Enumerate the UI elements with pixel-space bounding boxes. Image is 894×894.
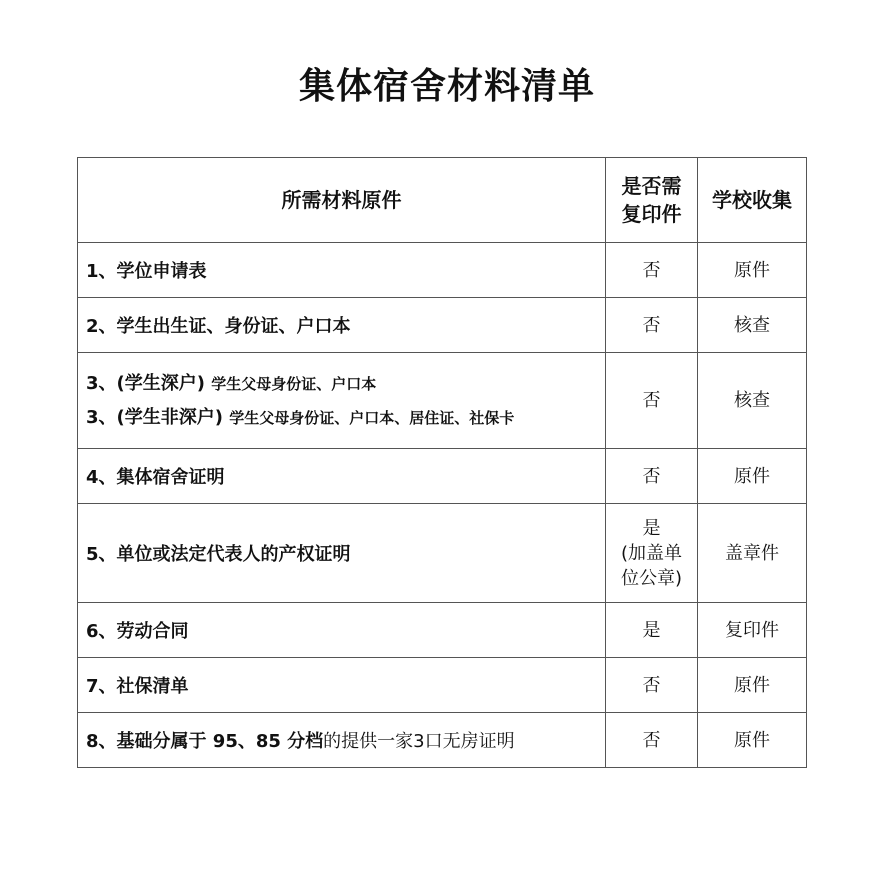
table-row <box>78 353 807 449</box>
material-item: 6、劳动合同 <box>78 603 606 658</box>
school-collect-value: 核查 <box>698 353 807 449</box>
material-subitem-title: 3、(学生非深户) <box>86 406 223 428</box>
copy-required-value: 否 <box>606 298 698 353</box>
material-item <box>78 353 606 449</box>
material-subitem <box>86 406 605 430</box>
material-item: 2、学生出生证、身份证、户口本 <box>78 298 606 353</box>
school-collect-value: 盖章件 <box>698 504 807 603</box>
table-row <box>78 449 807 504</box>
page-title: 集体宿舍材料清单 <box>298 66 595 107</box>
school-collect-value: 复印件 <box>698 603 807 658</box>
copy-required-value: 否 <box>606 243 698 298</box>
school-collect-value: 原件 <box>698 449 807 504</box>
header-copy-required <box>606 158 698 243</box>
school-collect-value: 原件 <box>698 713 807 768</box>
table-row <box>78 713 807 768</box>
copy-required-value <box>606 504 698 603</box>
material-item: 1、学位申请表 <box>78 243 606 298</box>
material-item: 4、集体宿舍证明 <box>78 449 606 504</box>
material-item: 7、社保清单 <box>78 658 606 713</box>
header-copy-line2: 复印件 <box>621 202 682 226</box>
material-subitem <box>86 372 605 396</box>
copy-required-value: 否 <box>606 449 698 504</box>
copy-required-value: 否 <box>606 713 698 768</box>
header-material: 所需材料原件 <box>78 158 606 243</box>
material-subitem-detail: 学生父母身份证、户口本、居住证、社保卡 <box>229 408 515 427</box>
school-collect-value: 原件 <box>698 243 807 298</box>
table-row <box>78 603 807 658</box>
copy-required-line3: 位公章) <box>620 567 683 589</box>
copy-required-line2: (加盖单 <box>620 542 683 564</box>
school-collect-value: 核查 <box>698 298 807 353</box>
material-item-main: 8、基础分属于 95、85 分档 <box>86 731 324 752</box>
copy-required-value: 否 <box>606 353 698 449</box>
header-copy-line1: 是否需 <box>621 174 682 198</box>
table-row <box>78 243 807 298</box>
table-row <box>78 658 807 713</box>
table-row <box>78 504 807 603</box>
material-subitem-detail: 学生父母身份证、户口本 <box>211 374 377 393</box>
materials-table <box>77 157 807 768</box>
material-item: 5、单位或法定代表人的产权证明 <box>78 504 606 603</box>
school-collect-value: 原件 <box>698 658 807 713</box>
table-header-row <box>78 158 807 243</box>
material-item <box>78 713 606 768</box>
copy-required-line1: 是 <box>642 517 661 539</box>
table-row <box>78 298 807 353</box>
copy-required-value: 否 <box>606 658 698 713</box>
header-school-collect: 学校收集 <box>698 158 807 243</box>
material-subitem-title: 3、(学生深户) <box>86 372 205 394</box>
material-item-extra: 的提供一家3口无房证明 <box>323 731 515 752</box>
copy-required-value: 是 <box>606 603 698 658</box>
